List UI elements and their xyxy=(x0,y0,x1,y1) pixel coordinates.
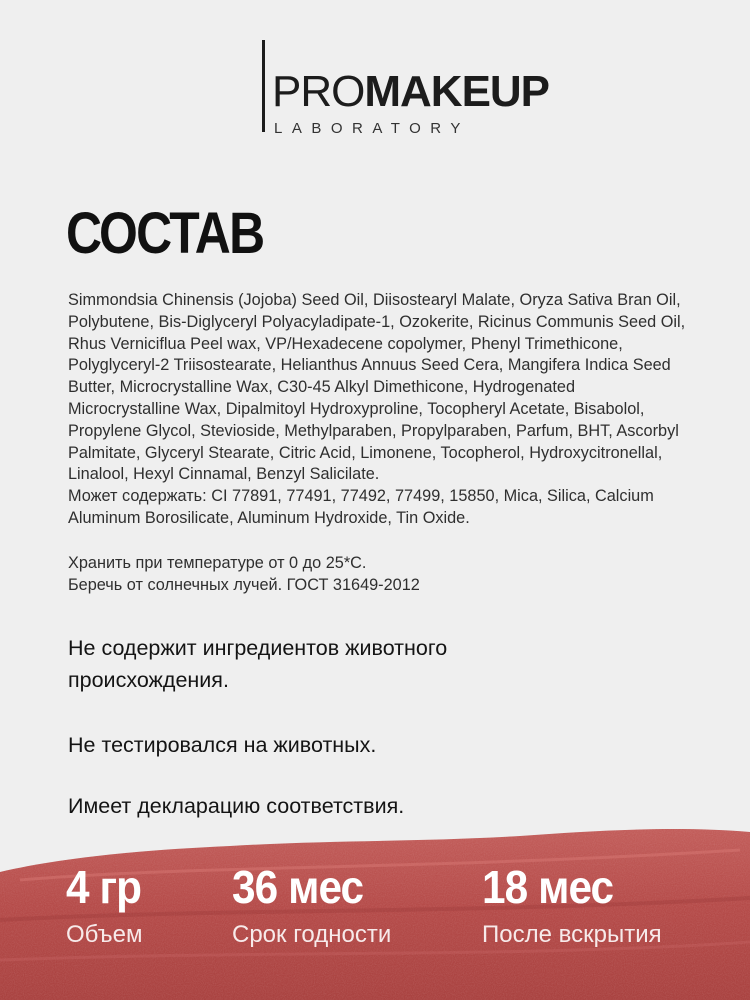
logo-subtitle: LABORATORY xyxy=(274,120,470,137)
logo-makeup: MAKEUP xyxy=(364,67,550,116)
stat-shelf-life-value: 36 мес xyxy=(232,861,364,913)
logo-wordmark xyxy=(272,67,550,116)
claim-declaration: Имеет декларацию соответствия. xyxy=(68,794,405,818)
ingredients-line: Butter, Microcrystalline Wax, C30-45 Alkyl Dimethicone, Hydrogenated xyxy=(68,378,576,397)
storage-temperature: Хранить при температуре от 0 до 25*С. xyxy=(68,554,367,572)
stat-after-opening-value: 18 мес xyxy=(482,861,614,913)
storage-text xyxy=(68,553,708,597)
may-contain-line: Aluminum Borosilicate, Aluminum Hydroxide, Tin Oxide. xyxy=(68,508,470,527)
may-contain-line: Может содержать: CI 77891, 77491, 77492, 77499, 15850, Mica, Silica, Calcium xyxy=(68,487,654,506)
claim-line: происхождения. xyxy=(68,668,229,692)
stat-after-opening-label: После вскрытия xyxy=(482,921,662,948)
stat-volume xyxy=(66,861,148,948)
stat-after-opening xyxy=(482,861,662,948)
ingredients-line: Palmitate, Glyceryl Stearate, Citric Acid, Limonene, Tocopherol, Hydroxycitronellal, xyxy=(68,443,663,462)
stat-volume-label: Объем xyxy=(66,921,143,948)
logo-bar xyxy=(262,40,265,132)
ingredients-line: Microcrystalline Wax, Dipalmitoyl Hydroxyproline, Tocopheryl Acetate, Bisabolol, xyxy=(68,399,645,418)
stat-volume-value: 4 гр xyxy=(66,861,142,913)
storage-sunlight: Беречь от солнечных лучей. ГОСТ 31649-2012 xyxy=(68,575,420,594)
claim-not-tested: Не тестировался на животных. xyxy=(68,733,377,757)
ingredients-text xyxy=(68,290,708,530)
ingredients-line: Polyglyceryl-2 Triisostearate, Helianthus Annuus Seed Cera, Mangifera Indica Seed xyxy=(68,356,671,375)
ingredients-line: Polybutene, Bis-Diglyceryl Polyacyladipate-1, Ozokerite, Ricinus Communis Seed Oil, xyxy=(68,312,686,331)
ingredients-line: Rhus Verniciflua Peel wax, VP/Hexadecene copolymer, Phenyl Trimethicone, xyxy=(68,334,623,353)
claim-no-animal-ingredients xyxy=(68,632,688,696)
logo-pro: PRO xyxy=(272,67,365,116)
ingredients-line: Propylene Glycol, Stevioside, Methylparaben, Propylparaben, Parfum, BHT, Ascorbyl xyxy=(68,421,679,440)
stat-shelf-life-label: Срок годности xyxy=(232,921,392,948)
ingredients-line: Simmondsia Chinensis (Jojoba) Seed Oil, Diisostearyl Malate, Oryza Sativa Bran Oil, xyxy=(68,291,681,309)
stat-shelf-life xyxy=(232,861,392,948)
brand-logo xyxy=(262,40,550,140)
ingredients-line: Linalool, Hexyl Cinnamal, Benzyl Salicilate. xyxy=(68,465,380,484)
claim-line: Не содержит ингредиентов животного xyxy=(68,636,448,660)
composition-title: СОСТАВ xyxy=(66,201,264,266)
